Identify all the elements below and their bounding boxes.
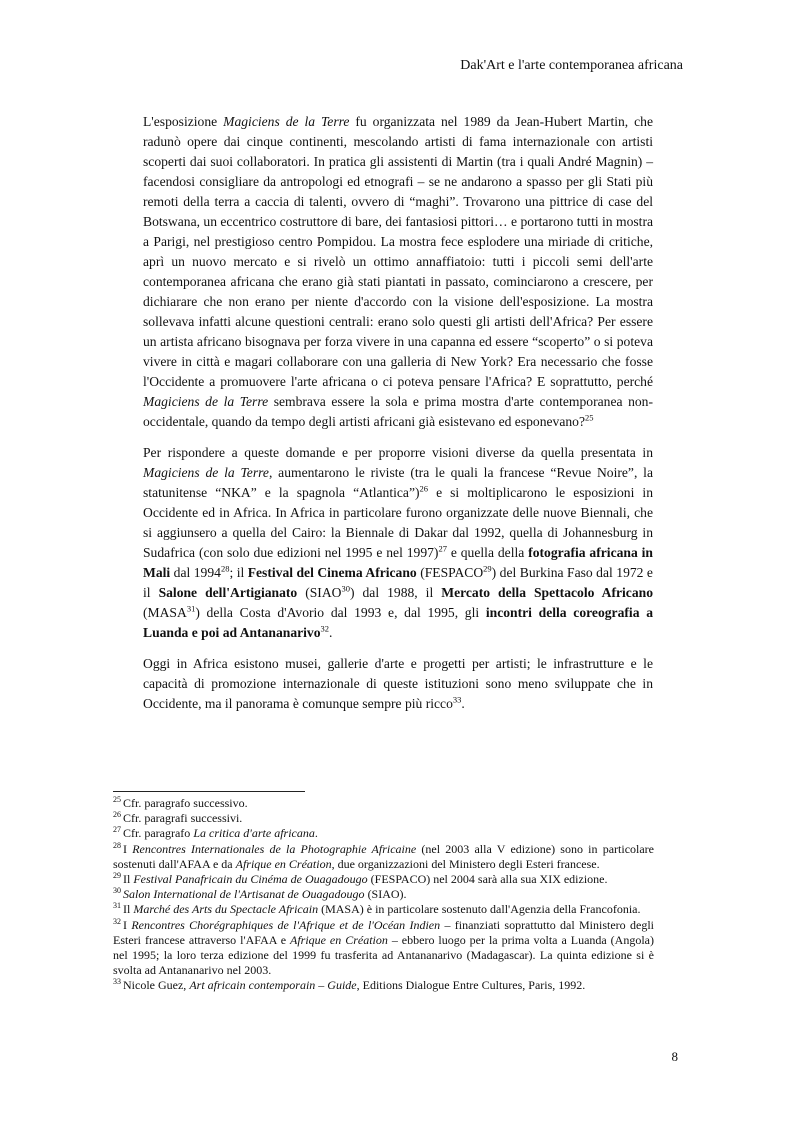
footnote-33: $^{33}$ Nicole Guez, Art africain contemporain – Guide, Editions Dialogue Entre Cultures, Paris, 1992. [113,977,586,993]
footnote-32: $^{32}$ I Rencontres Chorégraphiques de l'Afrique et de l'Océan Indien – finanziati soprattutto dal Ministero degli Esteri francese attraverso l'AFAA e Afrique en Création – ebbero luogo per la prima volta a Luanda (Angola) nel 1995; la loro terza edizione del 1999 fu trasferita ad Antananarivo (Madagascar). La quinta edizione si è svolta ad Antananarivo nel 2003. [113,916,654,978]
footnote-separator [113,791,305,792]
footnote-ref-25[interactable]: 25 [585,412,594,423]
footnote-26: $^{26}$ Cfr. paragrafi successivi. [113,810,243,826]
paragraph-1: L'esposizione Magiciens de la Terre fu organizzata nel 1989 da Jean-Hubert Martin, che radunò opere dai cinque continenti, mescolando artisti di fama internazionale con artisti scoperti dai suoi collaboratori. In pratica gli assistenti di Martin (tra i quali André Magnin) – facendosi consigliare da antropologi ed etnografi – se ne andarono a spasso per gli Stati più remoti della terra a caccia di talenti, ovvero di “maghi”. Trovarono una pittrice di case del Botswana, un eccentrico costruttore di bare, dei fantasiosi pittori… e portarono tutti in mostra a Parigi, nel prestigioso centro Pompidou. La mostra fece esplodere una miriade di critiche, aprì un nuovo mercato e si rivelò un ottimo annaffiatoio: tutti i piccoli semi dell'arte contemporanea africana che erano già stati piantati in passato, cominciarono a crescere, per dichiarare che non erano per niente d'accordo con la visione dell'esposizione. La mostra sollevava infatti alcune questioni centrali: erano solo questi gli artisti dell'Africa? Per essere un artista africano bisognava per forza vivere in una capanna ed essere “scoperto” o si poteva vivere in città e magari collaborare con una galleria di New York? Era necessario che fosse l'Occidente a promuovere l'arte africana o ci poteva pensare l'Africa? E soprattutto, perché Magiciens de la Terre sembrava essere la sola e prima mostra d'arte contemporanea non-occidentale, quando da tempo degli artisti africani già esistevano ed esponevano?$^{25}$ [143,114,654,429]
footnote-ref-30[interactable]: 30 [341,583,350,594]
paragraph-2: Per rispondere a queste domande e per proporre visioni diverse da quella presentata in Magiciens de la Terre, aumentarono le riviste (tra le quali la francese “Revue Noire”, la statunitense “NKA” e la spagnola “Atlantica”)$^{26}$ e si moltiplicarono le esposizioni in Occidente ed in Africa. In Africa in particolare furono organizzate delle nuove Biennali, che si aggiunsero a quella del Cairo: la Biennale di Dakar dal 1992, quella di Johannesburg in Sudafrica (con solo due edizioni nel 1995 e nel 1997)$^{27}$ e quella della fotografia africana in Mali dal 1994$^{28}$; il Festival del Cinema Africano (FESPACO$^{29}$) del Burkina Faso dal 1972 e il Salone dell'Artigianato (SIAO$^{30}$) dal 1988, il Mercato della Spettacolo Africano (MASA$^{31}$) della Costa d'Avorio dal 1993 e, dal 1995, gli incontri della coreografia a Luanda e poi ad Antananarivo$^{32}$. [143,445,653,640]
page-number: 8 [671,1049,678,1064]
footnote-ref-28[interactable]: 28 [220,563,230,574]
body-text [143,112,653,725]
footnote-27: $^{27}$ Cfr. paragrafo La critica d'arte africana. [113,825,318,841]
footnote-ref-33[interactable]: 33 [452,694,462,705]
footnote-ref-29[interactable]: 29 [483,563,492,574]
footnote-29: $^{29}$ Il Festival Panafricain du Cinéma de Ouagadougo (FESPACO) nel 2004 sarà alla sua XIX edizione. [113,871,608,887]
footnote-ref-27[interactable]: 27 [438,543,447,554]
footnote-28: $^{28}$ I Rencontres Internationales de la Photographie Africaine (nel 2003 alla V edizione) sono in particolare sostenuti dall'AFAA e da Afrique en Création, due organizzazioni del Ministero degli Esteri francese. [113,840,655,871]
footnote-ref-26[interactable]: 26 [419,483,429,494]
paragraph-3: Oggi in Africa esistono musei, gallerie d'arte e progetti per artisti; le infrastrutture e le capacità di promozione internazionale di queste istituzioni sono meno sviluppate che in Occidente, ma il panorama è comunque sempre più ricco$^{33}$. [143,656,653,711]
footnotes [113,796,654,994]
footnote-31: $^{31}$ Il Marché des Arts du Spectacle Africain (MASA) è in particolare sostenuto dall'Agenzia della Francofonia. [113,901,641,917]
footnote-25: $^{25}$ Cfr. paragrafo successivo. [113,795,248,810]
footnote-ref-31[interactable]: 31 [186,603,196,614]
footnote-30: $^{30}$ Salon International de l'Artisanat de Ouagadougo (SIAO). [113,886,407,902]
running-header: Dak'Art e l'arte contemporanea africana [460,58,683,73]
footnote-ref-32[interactable]: 32 [320,623,330,634]
